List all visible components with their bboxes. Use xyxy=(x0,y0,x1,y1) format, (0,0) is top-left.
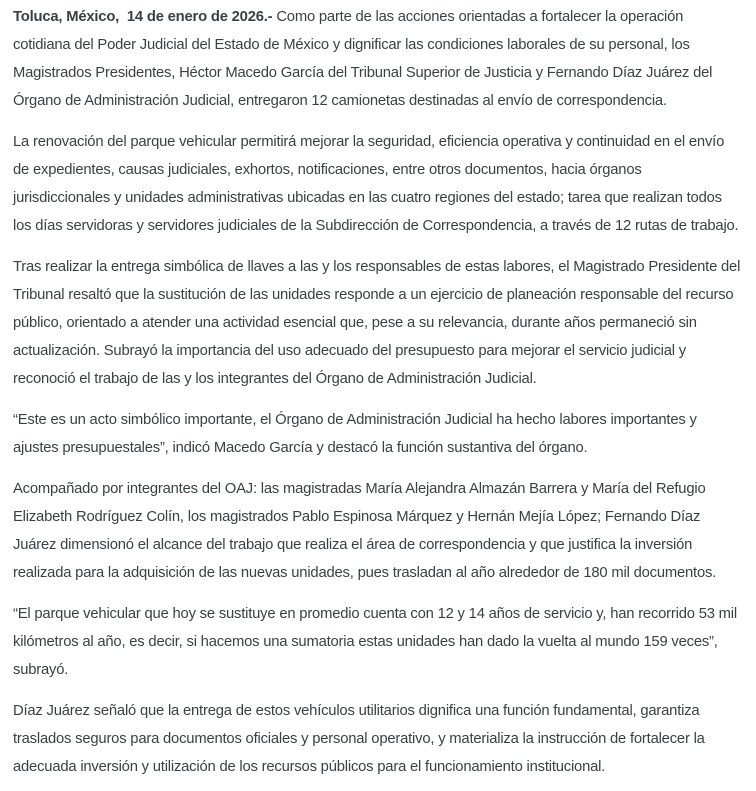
paragraph: Tras realizar la entrega simbólica de llaves a las y los responsables de estas labores, el Magistrado Presidente del Tribunal resaltó que la sustitución de las unidades responde a un ejercicio de planeación responsable del recurso público, orientado a atender una actividad esencial que, pese a su relevancia, durante años permaneció sin actualización. Subrayó la importancia del uso adecuado del presupuesto para mejorar el servicio judicial y reconoció el trabajo de las y los integrantes del Órgano de Administración Judicial. xyxy=(13,259,744,387)
paragraph: “Este es un acto simbólico importante, el Órgano de Administración Judicial ha hecho labores importantes y ajustes presupuestales”, indicó Macedo García y destacó la función sustantiva del órgano. xyxy=(13,412,701,456)
paragraph: Díaz Juárez señaló que la entrega de estos vehículos utilitarios dignifica una función fundamental, garantiza traslados seguros para documentos oficiales y personal operativo, y materializa la instrucción de fortalecer la adecuada inversión y utilización de los recursos públicos para el funcionamiento institucional. xyxy=(13,703,709,775)
dateline: Toluca, México, 14 de enero de 2026.- xyxy=(13,9,273,25)
paragraph: “El parque vehicular que hoy se sustituye en promedio cuenta con 12 y 14 años de servicio y, han recorrido 53 mil kilómetros al año, es decir, si hacemos una sumatoria estas unidades han dado la vuelta al mundo 159 veces”, subrayó. xyxy=(13,606,741,678)
paragraph: Acompañado por integrantes del OAJ: las magistradas María Alejandra Almazán Barrera y María del Refugio Elizabeth Rodríguez Colín, los magistrados Pablo Espinosa Márquez y Hernán Mejía López; Fernando Díaz Juárez dimensionó el alcance del trabajo que realiza el área de correspondencia y que justifica la inversión realizada para la adquisición de las nuevas unidades, pues trasladan al año alrededor de 180 mil documentos. xyxy=(13,481,717,581)
lead-paragraph xyxy=(13,3,742,115)
paragraph: La renovación del parque vehicular permitirá mejorar la seguridad, eficiencia operativa y continuidad en el envío de expedientes, causas judiciales, exhortos, notificaciones, entre otros documentos, hacia órganos jurisdiccionales y unidades administrativas ubicadas en las cuatro regiones del estado; tarea que realizan todos los días servidoras y servidores judiciales de la Subdirección de Correspondencia, a través de 12 rutas de trabajo. xyxy=(13,134,739,234)
lead-paragraph-text: Como parte de las acciones orientadas a fortalecer la operación cotidiana del Poder Judicial del Estado de México y dignificar las condiciones laborales de su personal, los Magistrados Presidentes, Héctor Macedo García del Tribunal Superior de Justicia y Fernando Díaz Juárez del Órgano de Administración Judicial, entregaron 12 camionetas destinadas al envío de correspondencia. xyxy=(13,9,717,109)
